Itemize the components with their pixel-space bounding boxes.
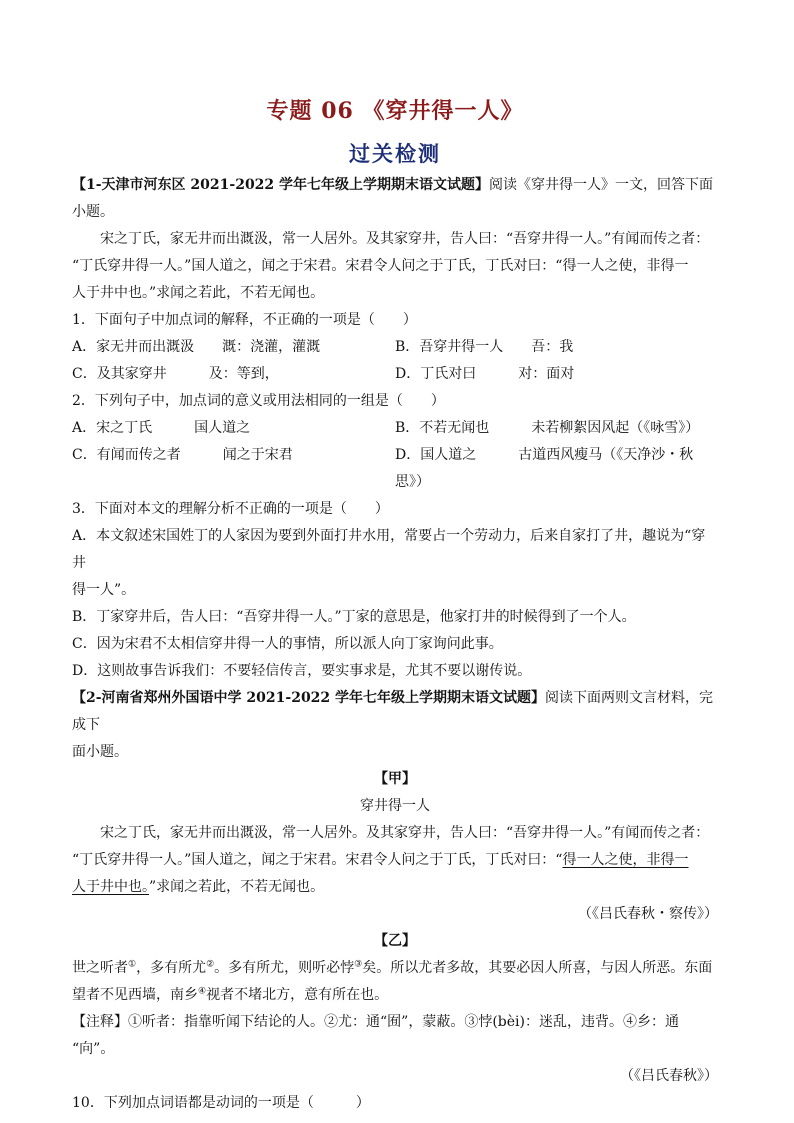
material-yi-line1 xyxy=(72,955,718,982)
material-jia-heading: 穿井得一人 xyxy=(360,798,430,814)
material-yi-text-c: 。多有所尤，则听必悖 xyxy=(214,960,355,976)
question-2-option-c: C．有闻而传之者 闻之于宋君 xyxy=(72,447,293,463)
material-jia-line2-text: “丁氏穿井得一人。”国人道之，闻之于宋君。宋君令人问之于丁氏，丁氏对曰：“ xyxy=(72,852,563,868)
question-3-option-a-line1: A．本文叙述宋国姓丁的人家因为要到外面打井水用，常要占一个劳动力，后来自家打了井，趣说为“穿井 xyxy=(72,528,706,571)
question-3-option-d: D．这则故事告诉我们：不要轻信传言，要实事求是，尤其不要以谢传说。 xyxy=(72,663,532,679)
question-1-stem: 1．下面句子中加点词的解释，不正确的一项是（ ） xyxy=(72,312,417,328)
material-yi-text-d: 矣。所以尤者多故，其要必因人所喜，与因人所恶。东面 xyxy=(362,960,713,976)
material-jia-line1: 宋之丁氏，家无井而出溉汲，常一人居外。及其家穿井，告人曰：“吾穿井得一人。”有闻而传之者： xyxy=(100,825,710,841)
question-3-stem: 3．下面对本文的理解分析不正确的一项是（ ） xyxy=(72,501,389,517)
material-jia-line2 xyxy=(72,847,718,874)
question-1-option-c: C．及其家穿井 及：等到， xyxy=(72,366,279,382)
material-yi-label: 【乙】 xyxy=(374,933,416,949)
section2-source xyxy=(72,685,718,739)
material-yi-note-line1: 【注释】①听者：指靠听闻下结论的人。②尤：通“囿”，蒙蔽。③悖(bèi)：迷乱，违背。④乡：通 xyxy=(72,1014,679,1030)
material-jia-underlined-part2: 人于井中也。 xyxy=(72,879,149,895)
question-2-options-row2 xyxy=(72,442,718,496)
section1-source-label: 【1-天津市河东区 2021-2022 学年七年级上学期期末语文试题】 xyxy=(72,177,490,193)
material-jia-citation: （《吕氏春秋・察传》） xyxy=(578,906,718,922)
footnote-marker-3: ③ xyxy=(354,959,363,970)
material-jia-line3 xyxy=(72,874,718,901)
question-2-stem: 2．下列句子中，加点词的意义或用法相同的一组是（ ） xyxy=(72,393,445,409)
material-jia-label: 【甲】 xyxy=(374,771,416,787)
footnote-marker-1: ① xyxy=(128,959,137,970)
section2-source-label: 【2-河南省郑州外国语中学 2021-2022 学年七年级上学期期末语文试题】 xyxy=(72,690,546,706)
passage1-line1: 宋之丁氏，家无井而出溉汲，常一人居外。及其家穿井，告人曰：“吾穿井得一人。”有闻而传之者： xyxy=(100,231,710,247)
material-yi-text-f: 视者不堵北方，意有所在也。 xyxy=(206,987,389,1003)
question-2-option-a: A．宋之丁氏 国人道之 xyxy=(72,420,251,436)
question-3-option-c: C．因为宋君不太相信穿井得一人的事情，所以派人向丁家询问此事。 xyxy=(72,636,503,652)
question-2-option-b: B．不若无闻也 未若柳絮因风起（《咏雪》） xyxy=(395,420,700,436)
footnote-marker-4: ④ xyxy=(198,986,207,997)
passage1-line2: “丁氏穿井得一人。”国人道之，闻之于宋君。宋君令人问之于丁氏，丁氏对曰：“得一人之使，非得一 xyxy=(72,258,689,274)
section1-source xyxy=(72,172,718,226)
passage1-line3: 人于井中也。”求闻之若此，不若无闻也。 xyxy=(72,285,325,301)
question-10-stem: 10．下列加点词语都是动词的一项是（ ） xyxy=(72,1095,370,1111)
question-3-option-a-line2: 得一人”。 xyxy=(72,582,136,598)
question-1-option-b: B．吾穿井得一人 吾：我 xyxy=(395,339,574,355)
footnote-marker-2: ② xyxy=(206,959,215,970)
question-2-options-row1 xyxy=(72,415,718,442)
section2-source-tail: 阅读下面两则文言材料，完成下 xyxy=(72,690,714,733)
material-yi-citation: （《吕氏春秋》） xyxy=(620,1068,718,1084)
material-yi-text-e: 望者不见西墙，南乡 xyxy=(72,987,198,1003)
material-yi-line2 xyxy=(72,982,718,1009)
material-jia-line3-text: ”求闻之若此，不若无闻也。 xyxy=(149,879,325,895)
question-1-option-a: A．家无井而出溉汲 溉：浇灌，灌溉 xyxy=(72,339,321,355)
page-subtitle: 过关检测 xyxy=(349,141,441,166)
page-title: 专题 06 《穿井得一人》 xyxy=(266,98,524,124)
material-yi-text-b: ，多有所尤 xyxy=(136,960,207,976)
material-jia-underlined-part1: 得一人之使，非得一 xyxy=(562,852,689,868)
question-2-option-d: D．国人道之 古道西风瘦马（《天净沙・秋思》） xyxy=(395,447,694,490)
material-yi-text-a: 世之听者 xyxy=(72,960,128,976)
question-3-option-b: B．丁家穿井后，告人曰：“吾穿井得一人。”丁家的意思是，他家打井的时候得到了一个人。 xyxy=(72,609,636,625)
question-1-options-row1 xyxy=(72,334,718,361)
section2-source-tail-line2: 面小题。 xyxy=(72,744,128,760)
material-yi-note-line2: “向”。 xyxy=(72,1041,115,1057)
question-1-options-row2 xyxy=(72,361,718,388)
question-1-option-d: D．丁氏对曰 对：面对 xyxy=(395,366,575,382)
section1-source-tail: 阅读《穿井得一人》一文，回答下面小题。 xyxy=(72,177,714,220)
